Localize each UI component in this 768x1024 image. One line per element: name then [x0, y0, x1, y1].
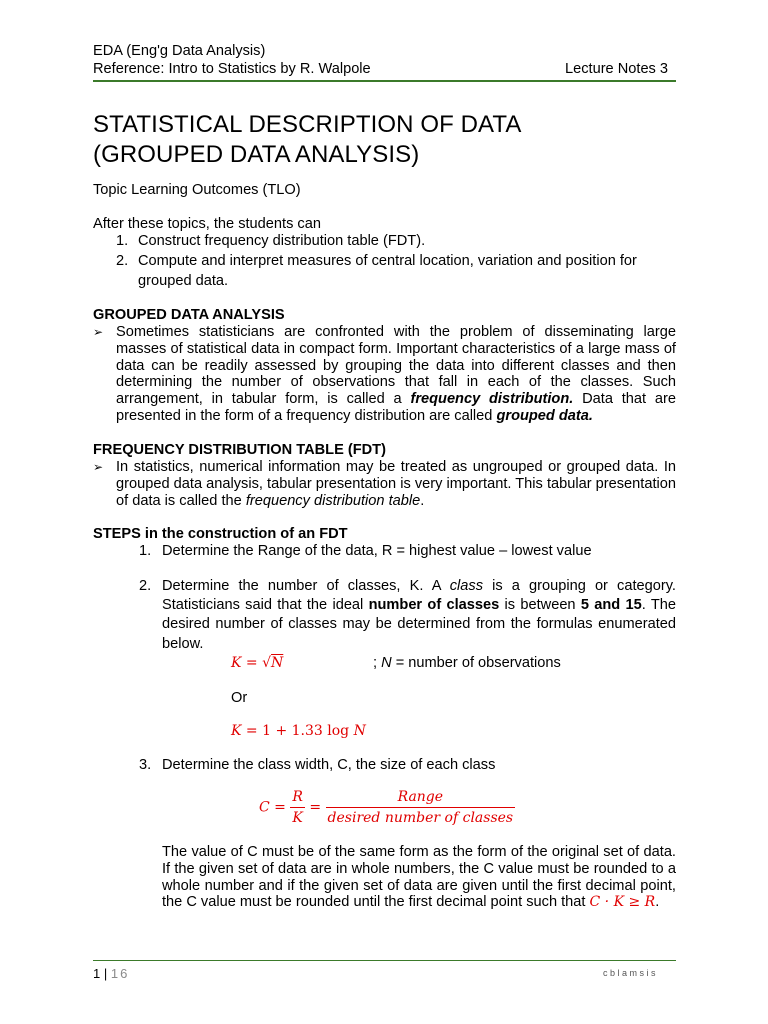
step-text-part: is between	[499, 597, 581, 614]
math-var: N	[353, 723, 366, 739]
step-text: Determine the Range of the data, R = highest value – lowest value	[162, 543, 592, 559]
grouped-heading: GROUPED DATA ANALYSIS	[93, 307, 285, 323]
step-text: Determine the class width, C, the size of each class	[162, 757, 496, 773]
header-reference: Reference: Intro to Statistics by R. Walpole	[93, 61, 371, 77]
list-number: 3.	[139, 757, 152, 773]
fdt-heading: FREQUENCY DISTRIBUTION TABLE (FDT)	[93, 442, 386, 458]
step-text-part: . The desired number of classes may be determined from the formulas enumerated below.	[162, 597, 677, 652]
header-rule	[93, 80, 676, 82]
fraction-denominator: desired number of classes	[326, 807, 516, 827]
paragraph-text: .	[420, 492, 425, 509]
emphasis-term: 5 and 15	[580, 597, 642, 614]
paragraph-text: Data that are presented in the form of a frequency distribution are called	[116, 391, 676, 424]
list-number: 2.	[116, 253, 129, 269]
header-lecture: Lecture Notes 3	[565, 61, 669, 77]
formula-class-width	[259, 788, 515, 827]
footer-rule	[93, 960, 676, 961]
fraction-numerator: R	[292, 789, 303, 805]
fraction-denominator: K	[290, 807, 305, 827]
math-op: =	[269, 799, 291, 816]
arrow-bullet-icon: ➢	[93, 460, 104, 474]
paragraph-text: Sometimes statisticians are confronted with the problem of disseminating large masses of statistical data in compact form. Important characteristics of a large mass of data can be readily assessed by grouping the data into different classes and then determining the number of observations that fall in each of the classes. Such arrangement, in tabular form, is called a	[116, 324, 676, 408]
tlo-intro: After these topics, the students can	[93, 216, 321, 232]
emphasis-term: grouped data.	[496, 407, 593, 424]
title-line-1: STATISTICAL DESCRIPTION OF DATA	[93, 111, 522, 138]
paragraph-text: .	[655, 894, 660, 911]
page-current: 1	[93, 966, 101, 981]
step-text	[162, 577, 676, 654]
math-condition: C · K ≥ R	[589, 894, 656, 911]
grouped-paragraph	[116, 324, 676, 425]
formula-sqrt	[231, 655, 283, 671]
footer-author: c b l a m s i s	[603, 968, 656, 978]
steps-heading: STEPS in the construction of an FDT	[93, 526, 348, 542]
page-title	[93, 110, 521, 170]
emphasis-term: class	[449, 578, 483, 594]
math-var: K	[231, 655, 242, 671]
math-var: C	[259, 799, 270, 816]
paragraph-text: In statistics, numerical information may be treated as ungrouped or grouped data. In grouped data analysis, tabular presentation is very important. This tabular presentation of data is called the	[116, 459, 676, 509]
list-number: 2.	[139, 578, 152, 594]
math-var: N	[271, 655, 284, 671]
fraction-numerator: Range	[397, 789, 444, 805]
note-text: ;	[373, 655, 382, 671]
page-separator: |	[100, 966, 111, 981]
emphasis-term: frequency distribution table	[245, 492, 421, 509]
arrow-bullet-icon: ➢	[93, 325, 104, 339]
math-op: = √	[241, 655, 272, 671]
step-text-part: is a grouping or category. Statisticians said that the ideal	[162, 578, 676, 614]
page-total: 16	[110, 966, 130, 981]
step-text-part: Determine the number of classes, K. A	[162, 578, 450, 594]
note-text: = number of observations	[391, 655, 561, 671]
formula-note	[373, 655, 561, 671]
class-width-paragraph	[162, 844, 676, 911]
title-line-2: (GROUPED DATA ANALYSIS)	[93, 141, 420, 168]
note-var: N	[381, 655, 392, 671]
math-op: =	[304, 799, 326, 816]
page-number	[93, 966, 129, 981]
list-number: 1.	[139, 543, 152, 559]
formula-sturges	[231, 723, 366, 739]
list-number: 1.	[116, 233, 129, 249]
list-text: Construct frequency distribution table (FDT).	[138, 233, 426, 249]
header-course: EDA (Eng'g Data Analysis)	[93, 43, 266, 59]
emphasis-term: number of classes	[368, 597, 500, 614]
or-label: Or	[231, 690, 248, 706]
list-text: Compute and interpret measures of central location, variation and position for	[138, 253, 637, 269]
math-var: K	[231, 723, 242, 739]
emphasis-term: frequency distribution.	[410, 391, 574, 408]
math-op: = 1 + 1.33 log	[241, 723, 354, 739]
tlo-heading: Topic Learning Outcomes (TLO)	[93, 182, 301, 198]
fraction-range	[326, 788, 516, 827]
fdt-paragraph	[116, 459, 676, 509]
fraction-r-k	[290, 788, 305, 827]
list-text-cont: grouped data.	[138, 273, 229, 289]
paragraph-text: The value of C must be of the same form as the form of the original set of data. If the given set of data are in whole numbers, the C value must be rounded to a whole number and if the given set of data are given until the first decimal point, the C value must be rounded until the first decimal point such that	[162, 844, 676, 911]
